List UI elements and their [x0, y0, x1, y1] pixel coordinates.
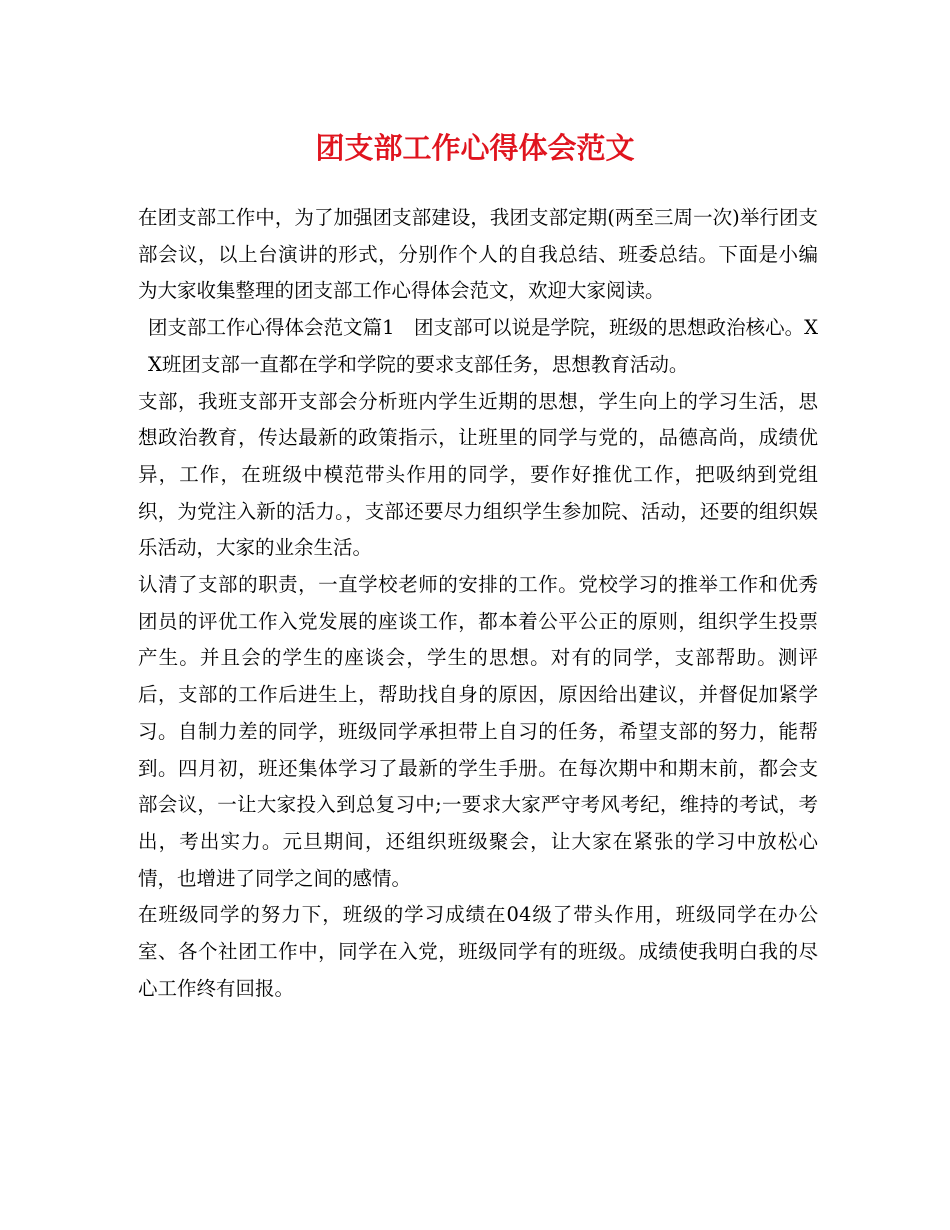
- document-body: [138, 200, 818, 1007]
- intro-paragraph: 在团支部工作中，为了加强团支部建设，我团支部定期(两至三周一次)举行团支部会议，以上台演讲的形式，分别作个人的自我总结、班委总结。下面是小编为大家收集整理的团支部工作心得体会范文，欢迎大家阅读。: [138, 206, 818, 303]
- body-paragraph-3: 认清了支部的职责，一直学校老师的安排的工作。党校学习的推举工作和优秀团员的评优工作入党发展的座谈工作，都本着公平公正的原则，组织学生投票产生。并且会的学生的座谈会，学生的思想。对有的同学，支部帮助。测评后，支部的工作后进生上，帮助找自身的原因，原因给出建议，并督促加紧学习。自制力差的同学，班级同学承担带上自习的任务，希望支部的努力，能帮到。四月初，班还集体学习了最新的学生手册。在每次期中和期末前，都会支部会议，一让大家投入到总复习中;一要求大家严守考风考纪，维持的考试，考出，考出实力。元旦期间，还组织班级聚会，让大家在紧张的学习中放松心情，也增进了同学之间的感情。: [138, 573, 818, 890]
- document-title: 团支部工作心得体会范文: [315, 131, 635, 165]
- section-1-paragraph: 团支部工作心得体会范文篇1 团支部可以说是学院，班级的思想政治核心。XX班团支部一直都在学和学院的要求支部任务，思想教育活动。: [148, 316, 818, 376]
- body-paragraph-2: 支部，我班支部开支部会分析班内学生近期的思想，学生向上的学习生活，思想政治教育，传达最新的政策指示，让班里的同学与党的，品德高尚，成绩优异，工作，在班级中模范带头作用的同学，要作好推优工作，把吸纳到党组织，为党注入新的活力。，支部还要尽力组织学生参加院、活动，还要的组织娱乐活动，大家的业余生活。: [138, 389, 818, 560]
- body-paragraph-4: 在班级同学的努力下，班级的学习成绩在04级了带头作用，班级同学在办公室、各个社团工作中，同学在入党，班级同学有的班级。成绩使我明白我的尽心工作终有回报。: [138, 903, 818, 1000]
